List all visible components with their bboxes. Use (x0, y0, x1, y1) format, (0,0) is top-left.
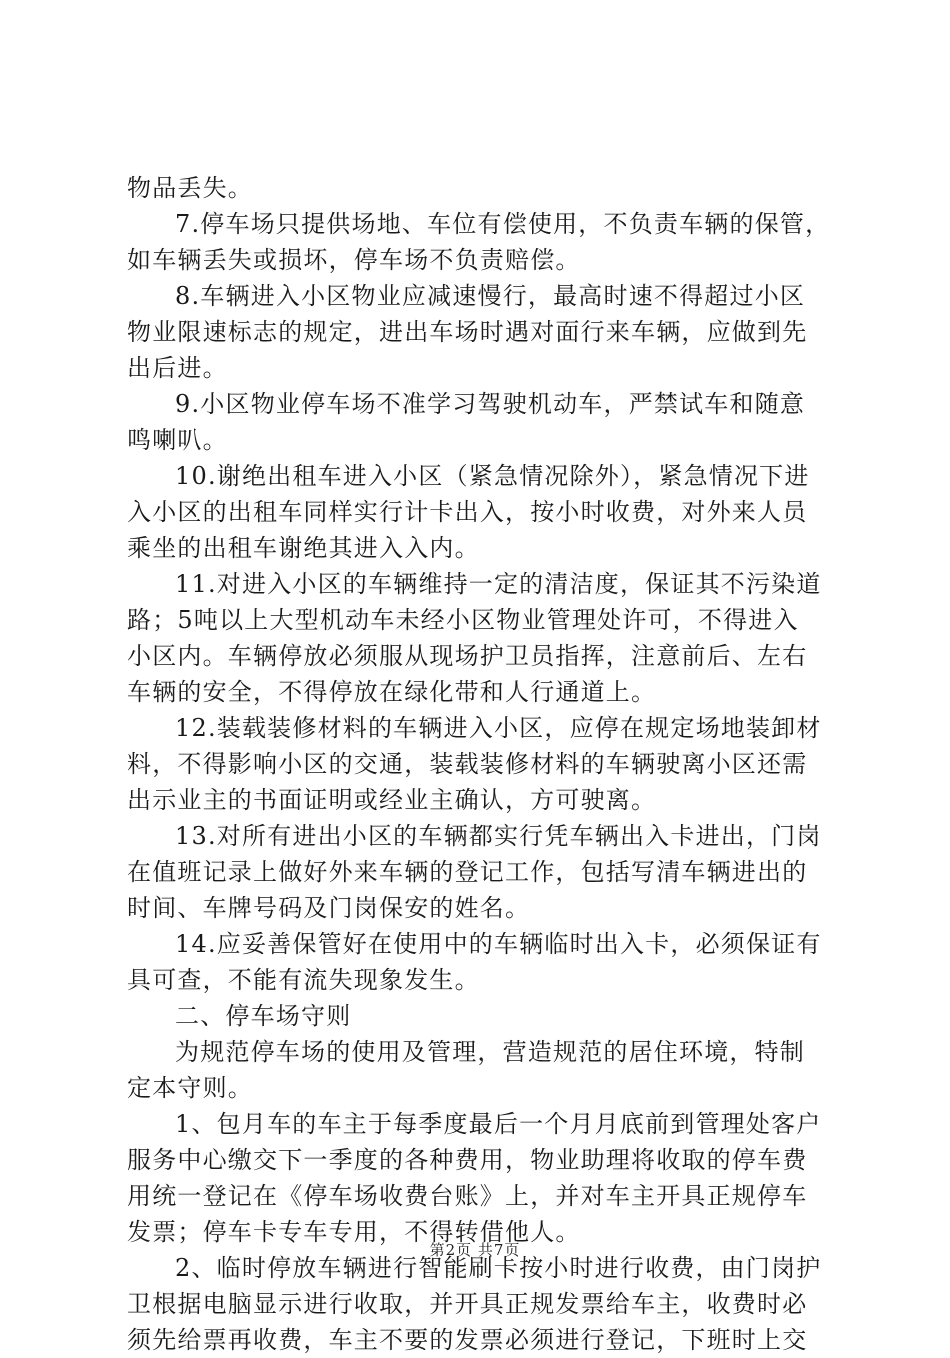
text-line: 为规范停车场的使用及管理，营造规范的居住环境，特制 (175, 1038, 805, 1066)
text-line: 发票；停车卡专车专用，不得转借他人。 (127, 1218, 581, 1246)
text-line: 路；5吨以上大型机动车未经小区物业管理处许可，不得进入 (127, 606, 799, 634)
text-line: 如车辆丢失或损坏，停车场不负责赔偿。 (127, 246, 581, 274)
text-line: 1、包月车的车主于每季度最后一个月月底前到管理处客户 (175, 1110, 822, 1138)
text-line: 10.谢绝出租车进入小区（紧急情况除外），紧急情况下进 (175, 462, 810, 490)
text-line: 8.车辆进入小区物业应减速慢行，最高时速不得超过小区 (175, 282, 806, 310)
text-line: 2、临时停放车辆进行智能刷卡按小时进行收费，由门岗护 (175, 1254, 822, 1282)
text-line: 定本守则。 (127, 1074, 253, 1102)
text-line: 14.应妥善保管好在使用中的车辆临时出入卡，必须保证有 (175, 930, 822, 958)
text-line: 在值班记录上做好外来车辆的登记工作，包括写清车辆进出的 (127, 858, 808, 886)
text-line: 9.小区物业停车场不准学习驾驶机动车，严禁试车和随意 (175, 390, 806, 418)
document-body (127, 170, 832, 1358)
text-line: 13.对所有进出小区的车辆都实行凭车辆出入卡进出，门岗 (175, 822, 822, 850)
text-line: 出示业主的书面证明或经业主确认，方可驶离。 (127, 786, 657, 814)
text-line: 服务中心缴交下一季度的各种费用，物业助理将收取的停车费 (127, 1146, 808, 1174)
text-line: 入小区的出租车同样实行计卡出入，按小时收费，对外来人员 (127, 498, 808, 526)
text-line: 车辆的安全，不得停放在绿化带和人行通道上。 (127, 678, 657, 706)
text-line: 鸣喇叭。 (127, 426, 228, 454)
text-line: 二、停车场守则 (175, 1002, 352, 1030)
text-line: 料，不得影响小区的交通，装载装修材料的车辆驶离小区还需 (127, 750, 808, 778)
text-line: 小区内。车辆停放必须服从现场护卫员指挥，注意前后、左右 (127, 642, 808, 670)
page-footer: 第2页 共7页 (429, 1241, 521, 1259)
text-line: 12.装载装修材料的车辆进入小区，应停在规定场地装卸材 (175, 714, 822, 742)
text-line: 卫根据电脑显示进行收取，并开具正规发票给车主，收费时必 (127, 1290, 808, 1318)
text-line: 物品丢失。 (127, 174, 253, 202)
text-line: 具可查，不能有流失现象发生。 (127, 966, 480, 994)
text-line: 时间、车牌号码及门岗保安的姓名。 (127, 894, 531, 922)
text-line: 物业限速标志的规定，进出车场时遇对面行来车辆，应做到先 (127, 318, 808, 346)
text-line: 乘坐的出租车谢绝其进入入内。 (127, 534, 480, 562)
text-line: 用统一登记在《停车场收费台账》上，并对车主开具正规停车 (127, 1182, 808, 1210)
text-line: 7.停车场只提供场地、车位有偿使用，不负责车辆的保管， (175, 210, 831, 238)
text-line: 须先给票再收费，车主不要的发票必须进行登记，下班时上交 (127, 1326, 808, 1354)
text-line: 11.对进入小区的车辆维持一定的清洁度，保证其不污染道 (175, 570, 822, 598)
text-line: 出后进。 (127, 354, 228, 382)
